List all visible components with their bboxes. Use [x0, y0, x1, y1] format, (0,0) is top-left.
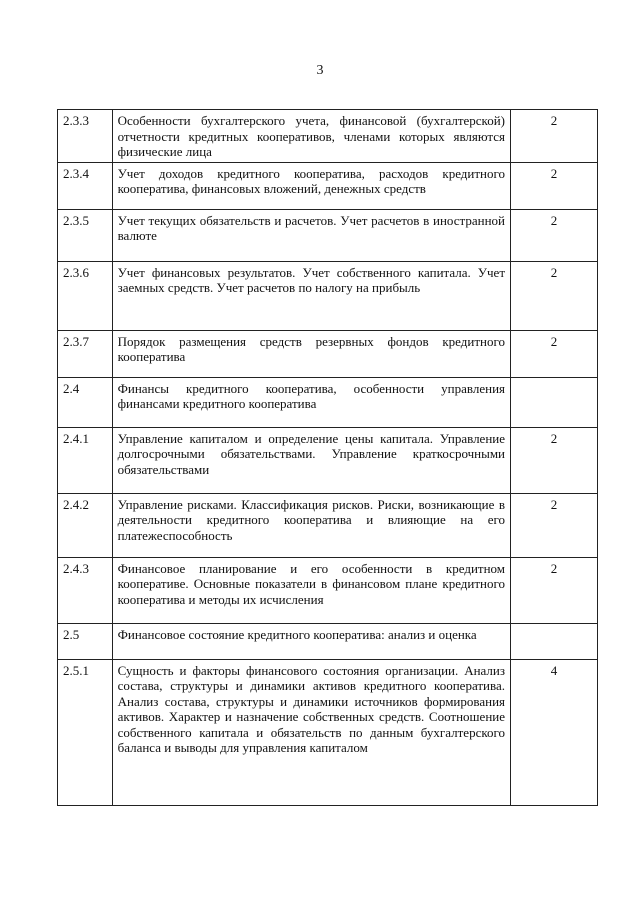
row-topic [112, 659, 510, 805]
row-topic [112, 427, 510, 493]
row-number: 2.4.2 [58, 493, 113, 557]
table-row [58, 623, 598, 659]
row-number: 2.5.1 [58, 659, 113, 805]
row-topic [112, 162, 510, 209]
table-row [58, 659, 598, 805]
row-hours: 2 [511, 110, 598, 163]
row-hours: 2 [511, 493, 598, 557]
row-topic [112, 623, 510, 659]
row-topic [112, 493, 510, 557]
row-hours: 2 [511, 557, 598, 623]
row-topic-text: Учет текущих обязательств и расчетов. Учет расчетов в иностранной валюте [117, 212, 506, 243]
table-row [58, 557, 598, 623]
row-topic [112, 557, 510, 623]
table-row [58, 493, 598, 557]
row-number: 2.3.3 [58, 110, 113, 163]
row-number: 2.4.3 [58, 557, 113, 623]
row-topic-text: Финансовое состояние кредитного кооператива: анализ и оценка [117, 626, 477, 642]
table-row [58, 110, 598, 163]
table-row [58, 427, 598, 493]
row-hours: 2 [511, 261, 598, 330]
row-hours: 2 [511, 162, 598, 209]
row-number: 2.3.6 [58, 261, 113, 330]
row-hours [511, 377, 598, 427]
row-number: 2.3.5 [58, 209, 113, 261]
table-row [58, 162, 598, 209]
row-hours: 2 [511, 427, 598, 493]
table-row [58, 330, 598, 377]
row-number: 2.3.7 [58, 330, 113, 377]
row-number: 2.3.4 [58, 162, 113, 209]
row-number: 2.5 [58, 623, 113, 659]
row-topic-text: Порядок размещения средств резервных фондов кредитного кооператива [117, 333, 506, 364]
row-number: 2.4 [58, 377, 113, 427]
page-number: 3 [316, 63, 324, 78]
row-hours: 2 [511, 330, 598, 377]
row-hours [511, 623, 598, 659]
row-topic [112, 377, 510, 427]
row-topic-text: Сущность и факторы финансового состояния организации. Анализ состава, структуры и динамики активов кредитного кооператива. Анализ состава, структуры и динамики источников формирования активов. Характер и назначение собственных средств. Соотношение собственного капитала и обязательств по данным бухгалтерского баланса и выводы для управления капиталом [117, 662, 506, 755]
row-topic-text: Управление рисками. Классификация рисков. Риски, возникающие в деятельности кредитного кооператива и влияющие на его платежеспособность [117, 496, 506, 543]
row-topic-text: Учет финансовых результатов. Учет собственного капитала. Учет заемных средств. Учет расчетов по налогу на прибыль [117, 264, 506, 295]
table-row [58, 261, 598, 330]
row-topic-text: Финансы кредитного кооператива, особенности управления финансами кредитного кооператива [117, 380, 506, 411]
row-topic-text: Финансовое планирование и его особенности в кредитном кооперативе. Основные показатели в финансовом плане кредитного кооператива и методы их исчисления [117, 560, 506, 607]
row-hours: 2 [511, 209, 598, 261]
row-topic [112, 261, 510, 330]
row-topic [112, 110, 510, 163]
row-hours: 4 [511, 659, 598, 805]
table-row [58, 209, 598, 261]
row-topic-text: Особенности бухгалтерского учета, финансовой (бухгалтерской) отчетности кредитных кооперативов, членами которых являются физические лица [117, 113, 506, 159]
row-topic-text: Учет доходов кредитного кооператива, расходов кредитного кооператива, финансовых вложений, денежных средств [117, 165, 506, 196]
row-topic [112, 330, 510, 377]
row-topic [112, 209, 510, 261]
row-number: 2.4.1 [58, 427, 113, 493]
table-row [58, 377, 598, 427]
row-topic-text: Управление капиталом и определение цены капитала. Управление долгосрочными обязательствами. Управление краткосрочными обязательствами [117, 430, 506, 477]
curriculum-table [57, 109, 598, 806]
